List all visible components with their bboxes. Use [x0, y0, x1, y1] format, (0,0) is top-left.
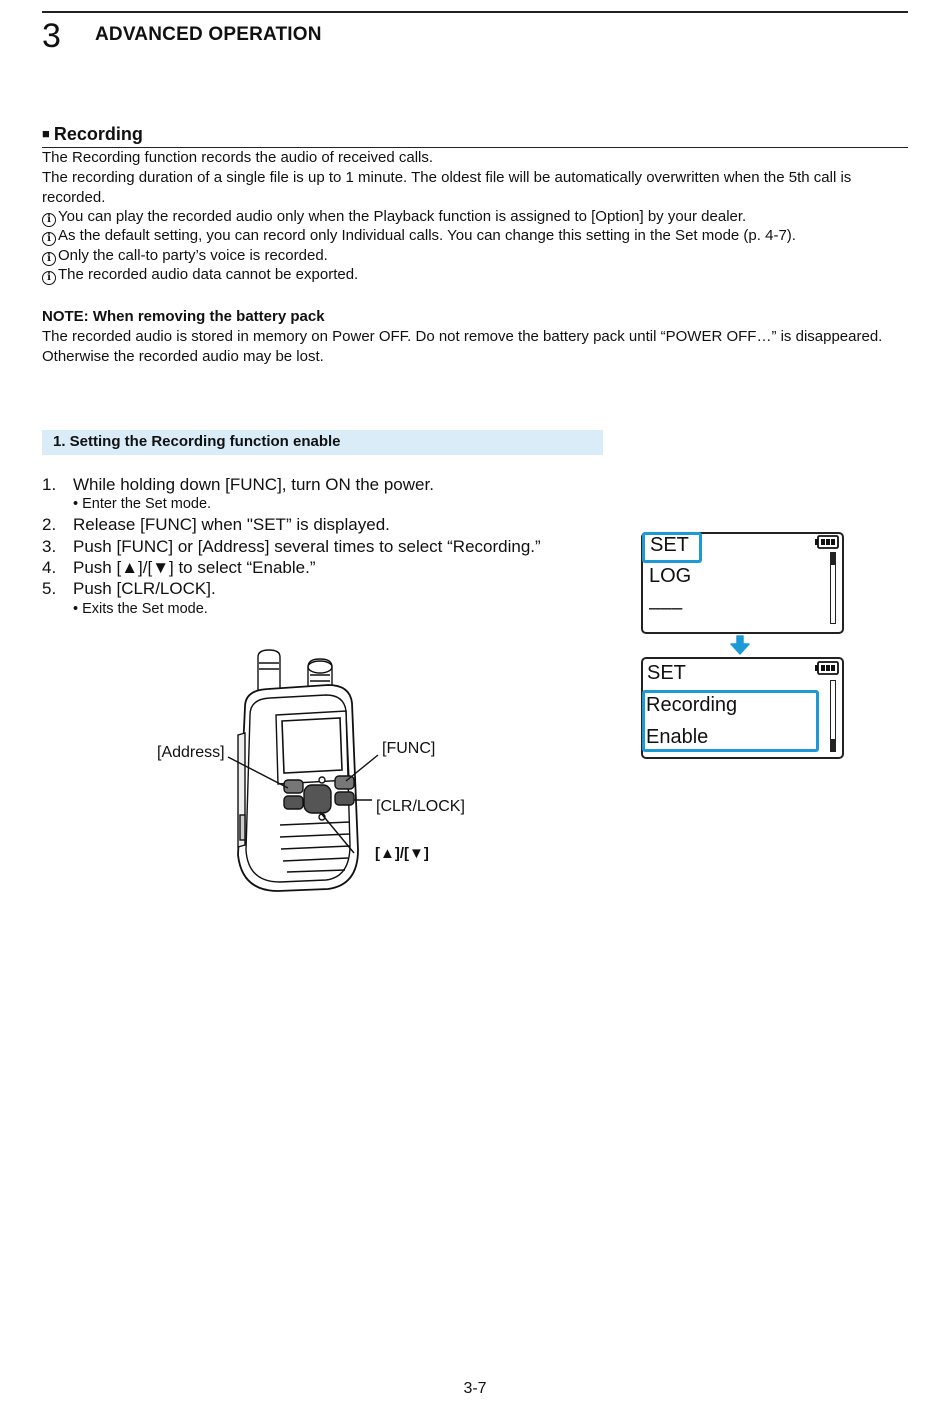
info-icon: i: [42, 271, 56, 285]
step-2: [42, 514, 390, 535]
func-label: [FUNC]: [382, 740, 436, 757]
lcd2-scrollbar: [830, 680, 836, 752]
lcd1-title: SET: [650, 534, 689, 556]
step-3: [42, 536, 541, 557]
page-number: 3-7: [463, 1380, 487, 1397]
step-number: 2.: [42, 515, 57, 534]
step-5: [42, 578, 216, 599]
step-text: Push [▲]/[▼] to select “Enable.”: [73, 558, 316, 577]
step-4: [42, 557, 315, 578]
lcd1-item: LOG: [649, 565, 692, 587]
lcd1-scroll-thumb: [831, 553, 835, 565]
info-icon: i: [42, 213, 56, 227]
section-heading: [42, 124, 143, 145]
chapter-number: 3: [42, 17, 61, 55]
step-number: 5.: [42, 579, 57, 598]
info-text: You can play the recorded audio only when the Playback function is assigned to [Option] by your dealer.: [58, 208, 747, 225]
handheld-radio-icon: [150, 645, 480, 900]
clr-lock-label: [CLR/LOCK]: [376, 798, 465, 815]
step-text: While holding down [FUNC], turn ON the power.: [73, 475, 434, 494]
step-5-note: • Exits the Set mode.: [73, 601, 208, 617]
section-title: Recording: [53, 124, 143, 144]
info-icon: i: [42, 232, 56, 246]
info-text: The recorded audio data cannot be exported.: [58, 266, 359, 283]
chapter-title: ADVANCED OPERATION: [95, 24, 322, 45]
info-line: [42, 265, 358, 285]
up-down-label: [▲]/[▼]: [375, 845, 429, 862]
info-line: [42, 207, 746, 227]
step-text: Release [FUNC] when "SET” is displayed.: [73, 515, 390, 534]
top-rule: [42, 11, 908, 13]
info-line: [42, 246, 328, 266]
lcd2-value: Enable: [646, 726, 709, 748]
step-number: 3.: [42, 537, 57, 556]
lcd2-scroll-thumb: [831, 739, 835, 751]
intro-paragraph: The Recording function records the audio of received calls.: [42, 149, 434, 166]
info-text: Only the call-to party’s voice is recorded.: [58, 247, 328, 264]
lcd1-value: –––: [649, 597, 683, 619]
step-1: [42, 474, 434, 495]
note-text: The recorded audio is stored in memory on Power OFF. Do not remove the battery pack until “POWER OFF…” is disappeared. Otherwise the recorded audio may be lost.: [42, 328, 883, 365]
lcd2-item: Recording: [646, 694, 738, 716]
battery-icon: [815, 535, 839, 549]
lcd1-scrollbar: [830, 552, 836, 624]
duration-paragraph: The recording duration of a single file is up to 1 minute. The oldest file will be automatically overwritten when the 5th call is recorded.: [42, 169, 852, 206]
lcd2-title: SET: [647, 662, 686, 684]
info-text: As the default setting, you can record only Individual calls. You can change this setting in the Set mode (p. 4-7).: [58, 227, 796, 244]
step-text: Push [CLR/LOCK].: [73, 579, 216, 598]
subsection-title: 1. Setting the Recording function enable: [53, 433, 341, 450]
step-number: 4.: [42, 558, 57, 577]
step-text: Push [FUNC] or [Address] several times to select “Recording.”: [73, 537, 541, 556]
step-number: 1.: [42, 475, 57, 494]
address-label: [Address]: [157, 744, 225, 761]
battery-icon: [815, 661, 839, 675]
step-1-note: • Enter the Set mode.: [73, 496, 212, 512]
info-icon: i: [42, 252, 56, 266]
info-line: [42, 226, 796, 246]
arrow-down-icon: [728, 634, 752, 656]
note-title: NOTE: When removing the battery pack: [42, 308, 325, 325]
section-bullet: ■: [42, 126, 50, 141]
